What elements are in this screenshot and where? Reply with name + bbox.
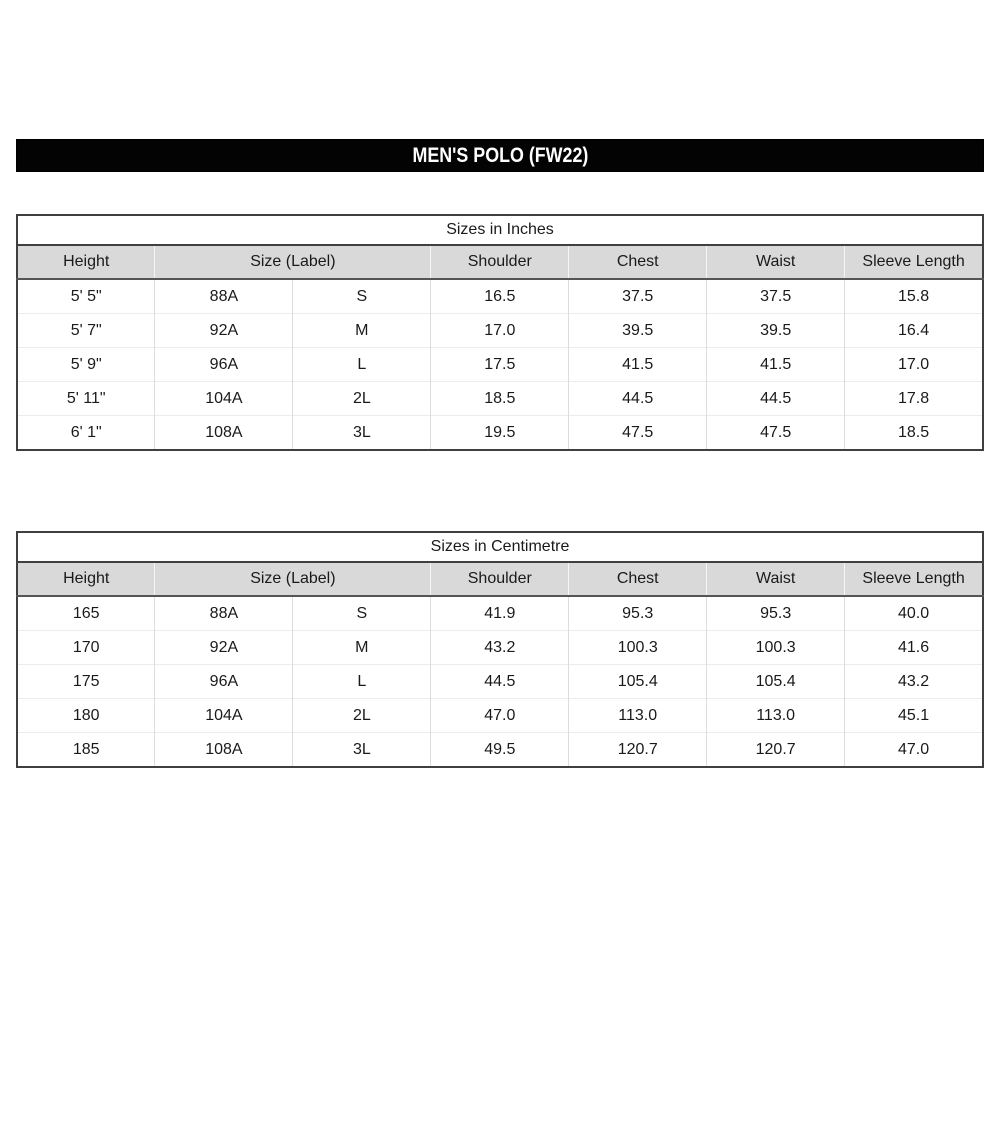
table-cell: 104A (155, 699, 293, 733)
table-cell: L (293, 348, 431, 382)
table-cell: 5' 11" (17, 382, 155, 416)
table-cell: 105.4 (569, 665, 707, 699)
table-cell: 2L (293, 382, 431, 416)
table-title-row (17, 532, 983, 562)
column-header-height: Height (17, 562, 155, 596)
page-title: MEN'S POLO (FW22) (412, 143, 588, 167)
table-cell: 18.5 (431, 382, 569, 416)
table-cell: L (293, 665, 431, 699)
table-cell: 88A (155, 279, 293, 314)
table-cell: S (293, 279, 431, 314)
table-cell: 6' 1" (17, 416, 155, 451)
table-cell: 5' 9" (17, 348, 155, 382)
table-header-row (17, 245, 983, 279)
table-cell: 37.5 (569, 279, 707, 314)
column-header-chest: Chest (569, 245, 707, 279)
table-row (17, 596, 983, 631)
table-cell: 95.3 (707, 596, 845, 631)
table-cell: 37.5 (707, 279, 845, 314)
table-title: Sizes in Centimetre (17, 532, 983, 562)
table-cell: M (293, 314, 431, 348)
table-row (17, 416, 983, 451)
table-cell: 19.5 (431, 416, 569, 451)
column-header-waist: Waist (707, 245, 845, 279)
table-cell: 39.5 (569, 314, 707, 348)
table-cell: 16.4 (845, 314, 983, 348)
table-cell: 18.5 (845, 416, 983, 451)
table-cell: 3L (293, 733, 431, 768)
table-cell: 41.9 (431, 596, 569, 631)
table-cell: 17.0 (845, 348, 983, 382)
table-cell: 113.0 (707, 699, 845, 733)
table-cell: 49.5 (431, 733, 569, 768)
table-cell: 120.7 (569, 733, 707, 768)
column-header-size-label: Size (Label) (155, 562, 431, 596)
table-cell: 47.5 (707, 416, 845, 451)
table-row (17, 665, 983, 699)
table-cell: 41.5 (569, 348, 707, 382)
table-cell: 17.5 (431, 348, 569, 382)
table-cell: 113.0 (569, 699, 707, 733)
table-cell: 96A (155, 348, 293, 382)
table-cell: 120.7 (707, 733, 845, 768)
table-cell: 5' 5" (70, 287, 102, 305)
table-cell: 44.5 (707, 382, 845, 416)
column-header-sleeve-length: Sleeve Length (845, 562, 983, 596)
table-cell: 100.3 (569, 631, 707, 665)
column-header-waist: Waist (707, 562, 845, 596)
table-cell: 41.6 (845, 631, 983, 665)
table-title: Sizes in Inches (17, 215, 983, 245)
column-header-height: Height (17, 245, 155, 279)
table-cell: 92A (155, 314, 293, 348)
table-row (17, 314, 983, 348)
table-cell: 185 (17, 733, 155, 768)
table-row (17, 348, 983, 382)
table-cell: 88A (155, 596, 293, 631)
table-cell: 2L (293, 699, 431, 733)
table-cell: 92A (155, 631, 293, 665)
column-header-sleeve-length: Sleeve Length (845, 245, 983, 279)
table-cell: 108A (155, 416, 293, 451)
column-header-chest: Chest (569, 562, 707, 596)
table-cell: 44.5 (431, 665, 569, 699)
table-cell: 105.4 (707, 665, 845, 699)
table-cell: 165 (72, 604, 100, 622)
table-cell: 43.2 (845, 665, 983, 699)
table-row (17, 279, 983, 314)
column-header-shoulder: Shoulder (431, 245, 569, 279)
table-cell: 45.1 (845, 699, 983, 733)
column-header-shoulder: Shoulder (431, 562, 569, 596)
table-cell: 180 (17, 699, 155, 733)
table-cell: 47.0 (431, 699, 569, 733)
table-cell: 17.0 (431, 314, 569, 348)
table-cell: 5' 7" (17, 314, 155, 348)
table-cell: 100.3 (707, 631, 845, 665)
sizes-in-inches-table (16, 214, 984, 451)
table-cell: 15.8 (845, 279, 983, 314)
table-title-row (17, 215, 983, 245)
table-row (17, 733, 983, 768)
sizes-in-centimetre-table (16, 531, 984, 768)
table-cell: 96A (155, 665, 293, 699)
table-header-row (17, 562, 983, 596)
page-content (0, 139, 1000, 768)
table-cell: 41.5 (707, 348, 845, 382)
table-cell: 170 (17, 631, 155, 665)
column-header-size-label: Size (Label) (155, 245, 431, 279)
table-cell: 108A (155, 733, 293, 768)
table-cell: 95.3 (569, 596, 707, 631)
page-title-banner (16, 139, 984, 172)
table-cell: 3L (293, 416, 431, 451)
table-cell: 175 (17, 665, 155, 699)
table-cell: 40.0 (845, 596, 983, 631)
table-cell: 39.5 (707, 314, 845, 348)
table-cell: 17.8 (845, 382, 983, 416)
table-row (17, 631, 983, 665)
table-cell: S (293, 596, 431, 631)
table-cell: 104A (155, 382, 293, 416)
table-cell: 44.5 (569, 382, 707, 416)
table-cell: 43.2 (431, 631, 569, 665)
table-cell: 47.5 (569, 416, 707, 451)
table-row (17, 699, 983, 733)
table-cell: 47.0 (845, 733, 983, 768)
table-row (17, 382, 983, 416)
table-cell: 16.5 (431, 279, 569, 314)
table-cell: M (293, 631, 431, 665)
